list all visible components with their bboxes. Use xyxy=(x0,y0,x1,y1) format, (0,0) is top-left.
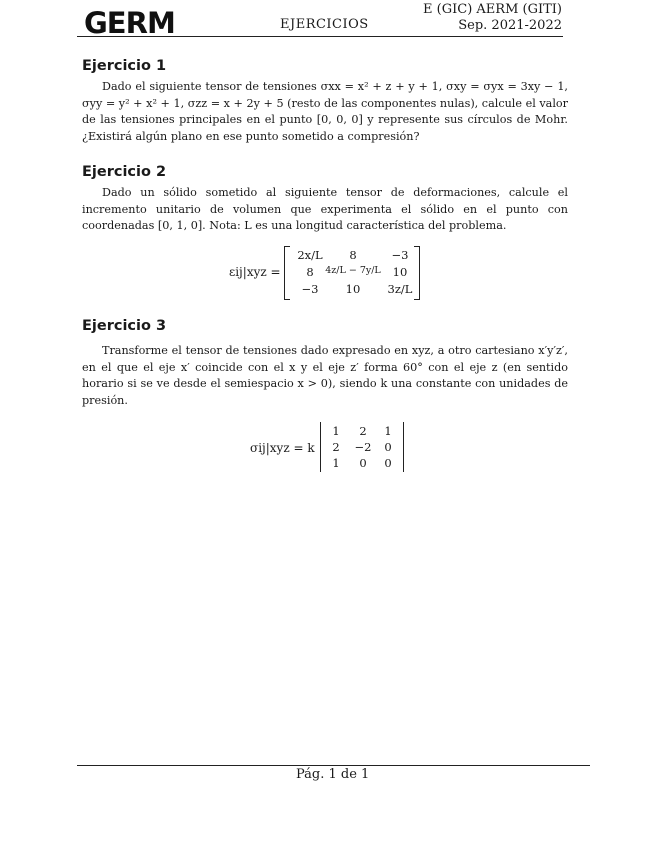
matrix-cell: 10 xyxy=(392,265,408,279)
matrix-cell: 4z/L − 7y/L xyxy=(325,265,381,276)
exercise3-text: Transforme el tensor de tensiones dado expresado en xyz, a otro cartesiano x′y′z′, en el que el eje x′ coincide con el x y el eje z′ forma 60° con el eje z (en sentido horario si se ve desde el semiespacio x > 0), siendo k una constante con unidades de presión. xyxy=(82,344,568,407)
page-number: Pág. 1 de 1 xyxy=(296,767,370,782)
header-date: Sep. 2021-2022 xyxy=(458,18,562,33)
footer-rule xyxy=(77,765,590,766)
matrix-cell: 0 xyxy=(384,456,392,470)
matrix-cell: −3 xyxy=(301,282,319,296)
matrix-cell: 1 xyxy=(332,456,340,470)
exercise1-text: Dado el siguiente tensor de tensiones σxx = x² + z + y + 1, σxy = σyx = 3xy − 1, σyy = y² + x² + 1, σzz = x + 2y + 5 (resto de las componentes nulas), calcule el valor de las tensiones principales en el punto [0, 0, 0] y represente sus círculos de Mohr. ¿Existirá algún plano en ese punto sometido a compresión? xyxy=(82,80,568,143)
header-title: EJERCICIOS xyxy=(280,17,369,32)
exercise2-text: Dado un sólido sometido al siguiente tensor de deformaciones, calcule el incremento unitario de volumen que experimenta el sólido en el punto con coordenadas [0, 1, 0]. Nota: L es una longitud característica del problema. xyxy=(82,186,568,232)
matrix-right-bar xyxy=(403,422,404,472)
matrix-cell: −2 xyxy=(354,440,372,454)
matrix-cell: 0 xyxy=(359,456,367,470)
matrix-cell: 2 xyxy=(332,440,340,454)
matrix-cell: 1 xyxy=(332,424,340,438)
matrix-cell: 3z/L xyxy=(387,282,413,296)
matrix-left-bracket xyxy=(284,246,290,300)
matrix-cell: 8 xyxy=(306,265,314,279)
matrix-cell: 10 xyxy=(345,282,361,296)
matrix-cell: 2 xyxy=(359,424,367,438)
matrix-cell: 2x/L xyxy=(297,248,323,262)
matrix-left-bar xyxy=(320,422,321,472)
matrix-cell: 8 xyxy=(349,248,357,262)
strain-tensor-label: εij|xyz = xyxy=(229,265,281,279)
stress-tensor-matrix xyxy=(320,422,404,474)
exercise1-title: Ejercicio 1 xyxy=(82,58,167,74)
exercise3-title: Ejercicio 3 xyxy=(82,318,167,334)
stress-tensor-label: σij|xyz = k xyxy=(250,441,315,455)
matrix-right-bracket xyxy=(414,246,420,300)
header-course-info xyxy=(423,2,562,34)
header-course: E (GIC) AERM (GITI) xyxy=(423,2,562,17)
germ-logo: GERM xyxy=(84,6,175,40)
strain-tensor-matrix xyxy=(284,246,420,300)
matrix-cell: −3 xyxy=(391,248,409,262)
exercise2-title: Ejercicio 2 xyxy=(82,164,167,180)
matrix-cell: 1 xyxy=(384,424,392,438)
matrix-cell: 0 xyxy=(384,440,392,454)
header-rule xyxy=(77,36,563,37)
